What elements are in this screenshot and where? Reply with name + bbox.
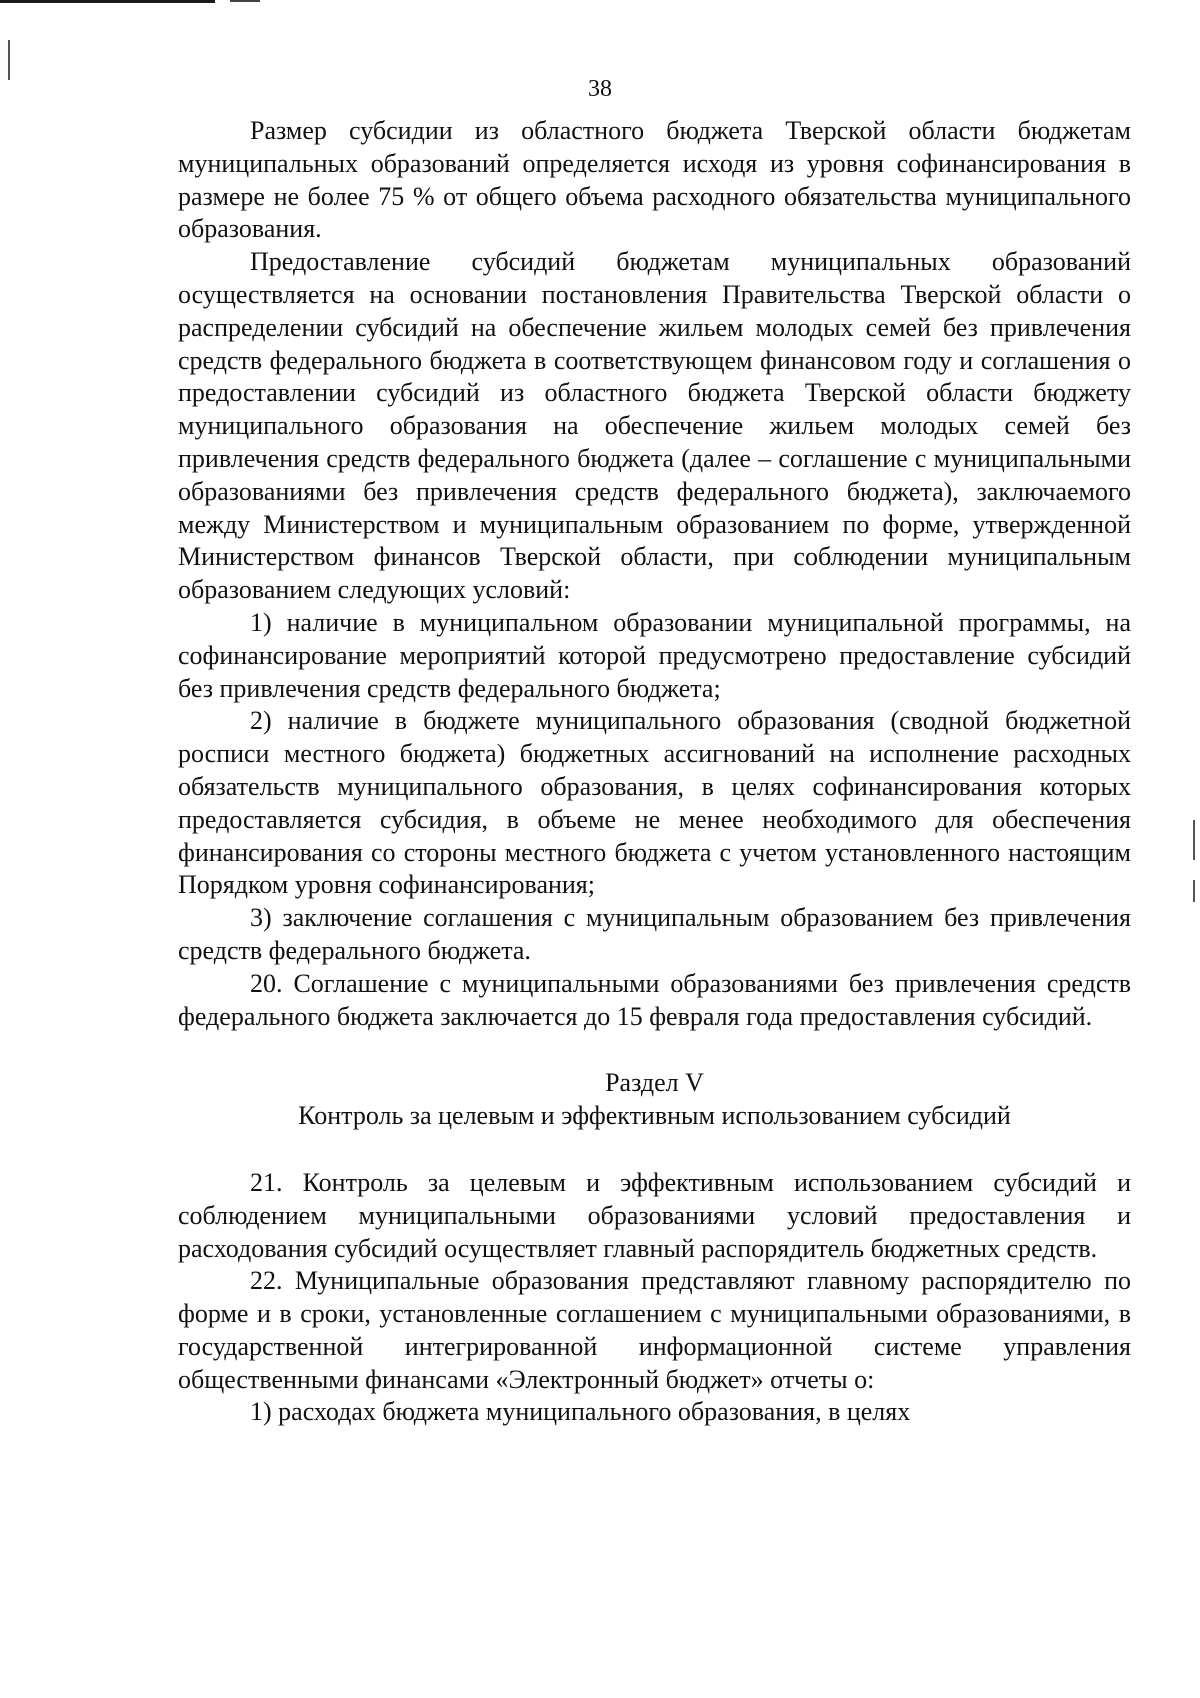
scan-artifact-line <box>230 0 260 2</box>
paragraph-item-21: 21. Контроль за целевым и эффективным использованием субсидий и соблюдением муниципальными образованиями условий предоставления и расходования субсидий осуществляет главный распорядитель бюджетных средств. <box>178 1167 1131 1263</box>
section-title: Контроль за целевым и эффективным использованием субсидий <box>298 1101 1011 1131</box>
paragraph-condition-2: 2) наличие в бюджете муниципального образования (сводной бюджетной росписи местного бюджета) бюджетных ассигнований на исполнение расходных обязательств муниципального образования, в целях софинансирования которых предоставляется субсидия, в объеме не менее необходимого для обеспечения финансирования со стороны местного бюджета с учетом установленного настоящим Порядком уровня софинансирования; <box>178 706 1131 900</box>
paragraph-item-22: 22. Муниципальные образования представляют главному распорядителю по форме и в сроки, установленные соглашением с муниципальными образованиями, в государственной интегрированной информационной системе управления общественными финансами «Электронный бюджет» отчеты о: <box>178 1266 1131 1394</box>
scan-artifact-line <box>0 0 215 3</box>
paragraph-condition-1: 1) наличие в муниципальном образовании муниципальной программы, на софинансирование мероприятий которой предусмотрено предоставление субсидий без привлечения средств федерального бюджета; <box>178 607 1131 703</box>
document-body <box>178 115 1131 1429</box>
paragraph-report-1: 1) расходах бюджета муниципального образования, в целях <box>250 1397 911 1427</box>
page-number: 38 <box>588 76 612 102</box>
paragraph-subsidy-provision: Предоставление субсидий бюджетам муниципальных образований осуществляется на основании постановления Правительства Тверской области о распределении субсидий на обеспечение жильем молодых семей без привлечения средств федерального бюджета в соответствующем финансовом году и соглашения о предоставлении субсидий из областного бюджета Тверской области бюджету муниципального образования на обеспечение жильем молодых семей без привлечения средств федерального бюджета (далее – соглашение с муниципальными образованиями без привлечения средств федерального бюджета), заключаемого между Министерством и муниципальным образованием по форме, утвержденной Министерством финансов Тверской области, при соблюдении муниципальным образованием следующих условий: <box>178 247 1131 605</box>
scan-artifact-mark <box>1193 820 1195 860</box>
scan-artifact-mark <box>1193 880 1195 902</box>
paragraph-condition-3: 3) заключение соглашения с муниципальным образованием без привлечения средств федерального бюджета. <box>178 903 1131 965</box>
paragraph-subsidy-size: Размер субсидии из областного бюджета Тверской области бюджетам муниципальных образований определяется исходя из уровня софинансирования в размере не более 75 % от общего объема расходного обязательства муниципального образования. <box>178 116 1131 244</box>
paragraph-item-20: 20. Соглашение с муниципальными образованиями без привлечения средств федерального бюджета заключается до 15 февраля года предоставления субсидий. <box>178 968 1131 1031</box>
section-number: Раздел V <box>605 1068 704 1098</box>
